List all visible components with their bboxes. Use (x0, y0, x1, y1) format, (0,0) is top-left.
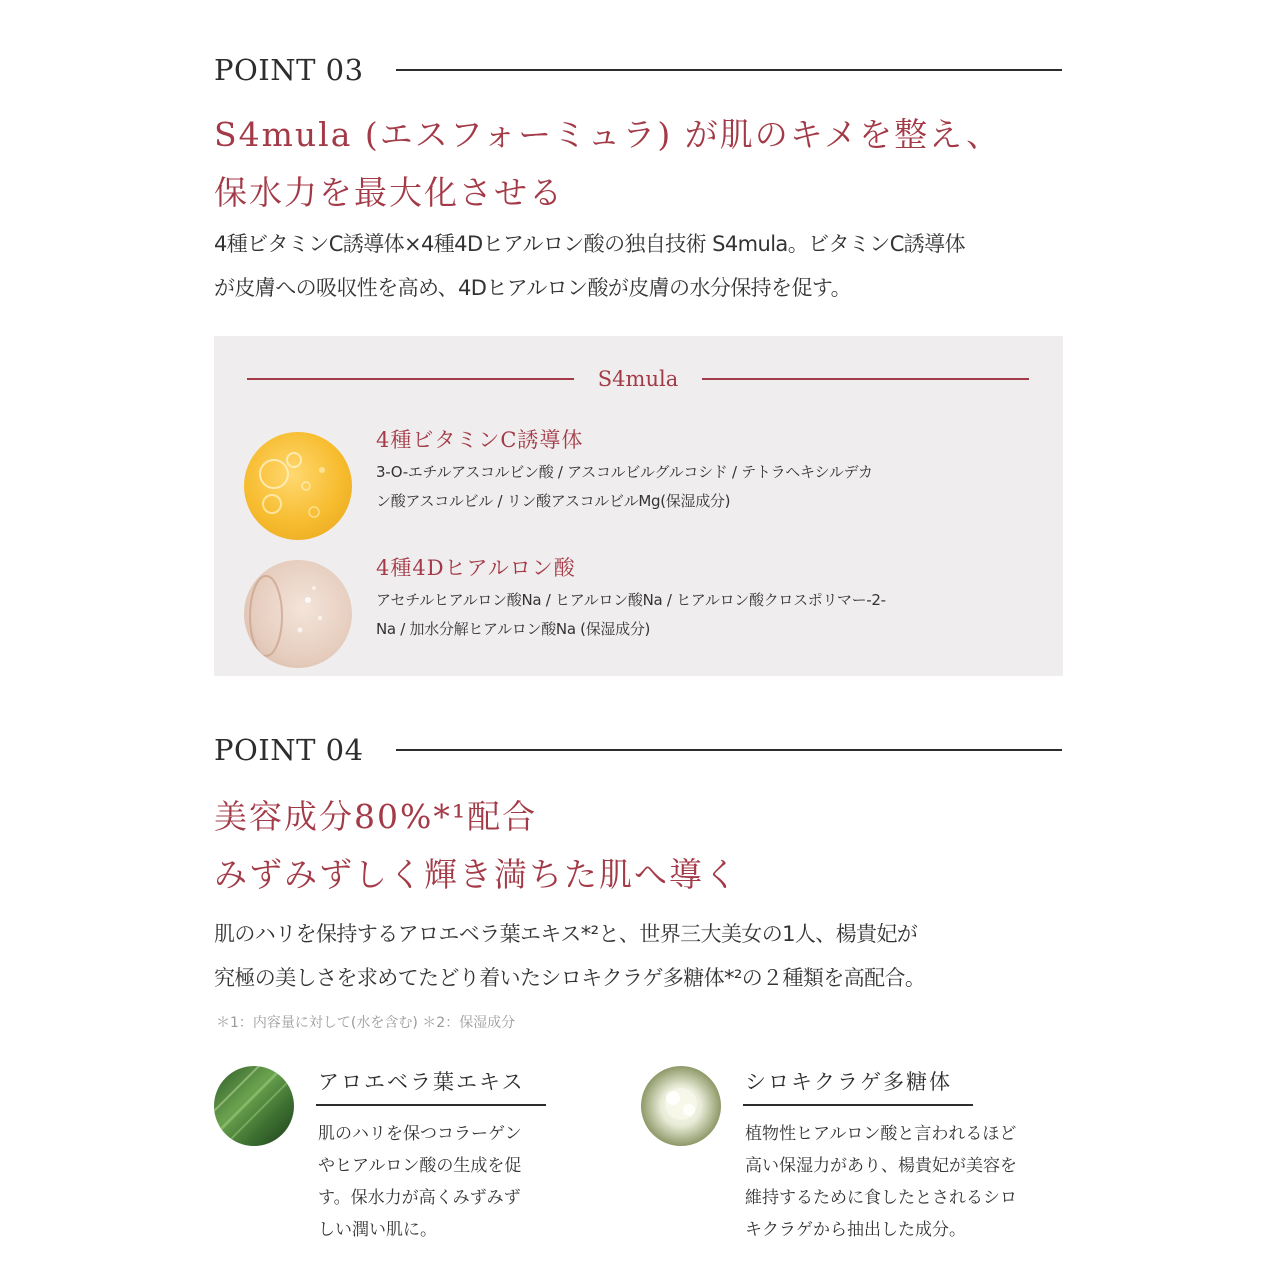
ingredient-hyaluronic-desc (376, 586, 886, 644)
feature-tremella-desc (745, 1118, 1017, 1246)
feature-tremella-desc-line: 維持するために食したとされるシロ (745, 1188, 1017, 1208)
point04-headline-line2: みずみずしく輝き満ちた肌へ導く (214, 855, 739, 894)
feature-tremella-title: シロキクラゲ多糖体 (745, 1070, 952, 1094)
feature-aloe (214, 1064, 614, 1264)
point03-body-line2: が皮膚への吸収性を高め、4Dヒアルロン酸が皮膚の水分保持を促す。 (214, 276, 851, 300)
feature-aloe-title: アロエベラ葉エキス (318, 1070, 525, 1094)
point03-body-line1: 4種ビタミンC誘導体×4種4Dヒアルロン酸の独自技術 S4mula。ビタミンC誘導体 (214, 232, 965, 256)
ingredient-hyaluronic-title: 4種4Dヒアルロン酸 (376, 556, 576, 580)
point04-footnote: ＊1：内容量に対して(水を含む) ＊2：保湿成分 (216, 1015, 516, 1031)
point04-rule (396, 749, 1062, 751)
aloe-leaf-icon (214, 1066, 294, 1146)
point03-headline-line1: S4mula (エスフォーミュラ) が肌のキメを整え、 (214, 115, 1002, 154)
feature-aloe-desc (318, 1118, 522, 1246)
point04-body-line2: 究極の美しさを求めてたどり着いたシロキクラゲ多糖体*²の２種類を高配合。 (214, 966, 926, 990)
feature-aloe-desc-line: 肌のハリを保つコラーゲン (318, 1124, 522, 1144)
feature-aloe-desc-line: す。保水力が高くみずみず (318, 1188, 521, 1208)
s4mula-panel-header (247, 364, 1029, 394)
ingredient-hyaluronic-desc-line2: Na / 加水分解ヒアルロン酸Na (保湿成分) (376, 620, 651, 638)
tremella-mushroom-icon (641, 1066, 721, 1146)
point04-body-line1: 肌のハリを保持するアロエベラ葉エキス*²と、世界三大美女の1人、楊貴妃が (214, 922, 918, 946)
point04-headline-line1: 美容成分80%*¹配合 (214, 797, 538, 836)
ingredient-hyaluronic-desc-line1: アセチルヒアルロン酸Na / ヒアルロン酸Na / ヒアルロン酸クロスポリマー-2- (376, 591, 886, 609)
feature-tremella-desc-line: 高い保湿力があり、楊貴妃が美容を (745, 1156, 1017, 1176)
point03-label: POINT 03 (214, 53, 364, 87)
feature-aloe-desc-line: しい潤い肌に。 (318, 1220, 437, 1240)
ingredient-vitamin-c (244, 424, 1044, 534)
point04-header (214, 730, 1062, 770)
panel-rule-left (247, 378, 574, 380)
point04-label: POINT 04 (214, 733, 364, 767)
point03-rule (396, 69, 1062, 71)
panel-rule-right (702, 378, 1029, 380)
point04-headline (214, 788, 739, 904)
s4mula-panel (214, 336, 1063, 676)
ingredient-vitamin-c-title: 4種ビタミンC誘導体 (376, 428, 584, 452)
point03-headline-line2: 保水力を最大化させる (214, 173, 564, 212)
vitamin-c-droplets-icon (244, 432, 352, 540)
s4mula-panel-title: S4mula (597, 367, 679, 391)
point03-body (214, 222, 965, 310)
feature-tremella-desc-line: 植物性ヒアルロン酸と言われるほど (745, 1124, 1017, 1144)
feature-aloe-desc-line: やヒアルロン酸の生成を促 (318, 1156, 522, 1176)
point04-body (214, 912, 925, 1000)
ingredient-vitamin-c-desc-line1: 3-O-エチルアスコルビン酸 / アスコルビルグルコシド / テトラヘキシルデカ (376, 463, 873, 481)
point03-headline (214, 106, 1001, 222)
ingredient-hyaluronic (244, 552, 1044, 662)
ingredient-vitamin-c-desc-line2: ン酸アスコルビル / リン酸アスコルビルMg(保湿成分) (376, 492, 731, 510)
feature-tremella (641, 1064, 1041, 1264)
ingredient-vitamin-c-desc (376, 458, 873, 516)
feature-tremella-desc-line: キクラゲから抽出した成分。 (745, 1220, 966, 1240)
point03-header (214, 50, 1062, 90)
feature-tremella-rule (743, 1104, 973, 1106)
hyaluronic-acid-gel-icon (244, 560, 352, 668)
feature-aloe-rule (316, 1104, 546, 1106)
